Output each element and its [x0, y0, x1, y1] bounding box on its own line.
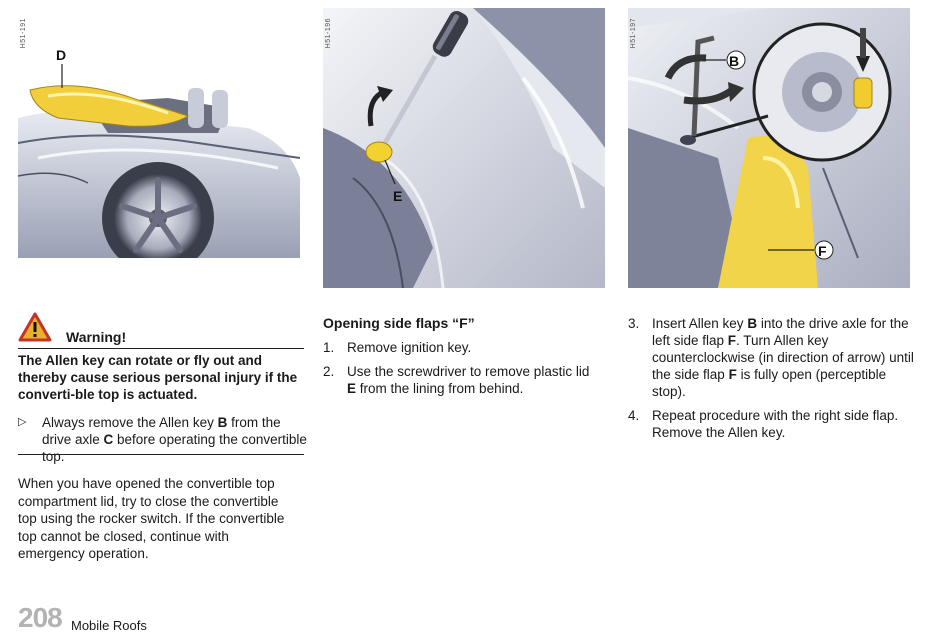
label-b: B	[729, 53, 740, 69]
label-f: F	[818, 243, 827, 259]
figure-plastic-lid	[323, 8, 605, 288]
lining-illustration	[323, 8, 605, 288]
warning-text: The Allen key can rotate or fly out and thereby cause serious personal injury if the converti-ble top is actuated.	[18, 353, 298, 402]
steps-list-continued	[628, 315, 916, 448]
figure-code: H51-191	[20, 18, 27, 49]
chapter-title: Mobile Roofs	[71, 618, 147, 633]
warning-header	[18, 312, 304, 348]
divider	[18, 348, 304, 349]
figure-code: H51-197	[630, 18, 637, 49]
warning-instruction-text: Always remove the Allen key B from the drive axle C before operating the convertible top.	[42, 415, 307, 464]
warning-instruction	[18, 414, 308, 465]
figure-code: H51-196	[325, 18, 332, 49]
warning-triangle-icon	[18, 312, 52, 342]
intro-paragraph: When you have opened the convertible top compartment lid, try to close the convertible top using the rocker switch. If the convertible top cannot be closed, continue with emergency operation.	[18, 476, 285, 561]
label-d: D	[56, 47, 67, 63]
figure-convertible-lid	[18, 8, 300, 288]
warning-title: Warning!	[66, 329, 127, 345]
list-item: 3. Insert Allen key B into the drive axle for the left side flap F. Turn Allen key counterclockwise (in direction of arrow) until the side flap F is fully open (perceptible stop).	[628, 316, 914, 399]
list-item: 2. Use the screwdriver to remove plastic lid E from the lining from behind.	[323, 364, 590, 396]
bullet-triangle-icon: ▷	[18, 416, 27, 428]
divider	[18, 454, 304, 455]
list-item: 1. Remove ignition key.	[323, 340, 472, 355]
page-number: 208	[18, 602, 62, 633]
figure-allen-key	[628, 8, 910, 288]
car-illustration	[18, 8, 300, 288]
label-e: E	[393, 188, 403, 204]
list-item: 4. Repeat procedure with the right side flap. Remove the Allen key.	[628, 408, 899, 440]
section-title: Opening side flaps “F”	[323, 315, 475, 331]
steps-list	[323, 339, 593, 404]
side-flap-illustration	[628, 8, 910, 288]
